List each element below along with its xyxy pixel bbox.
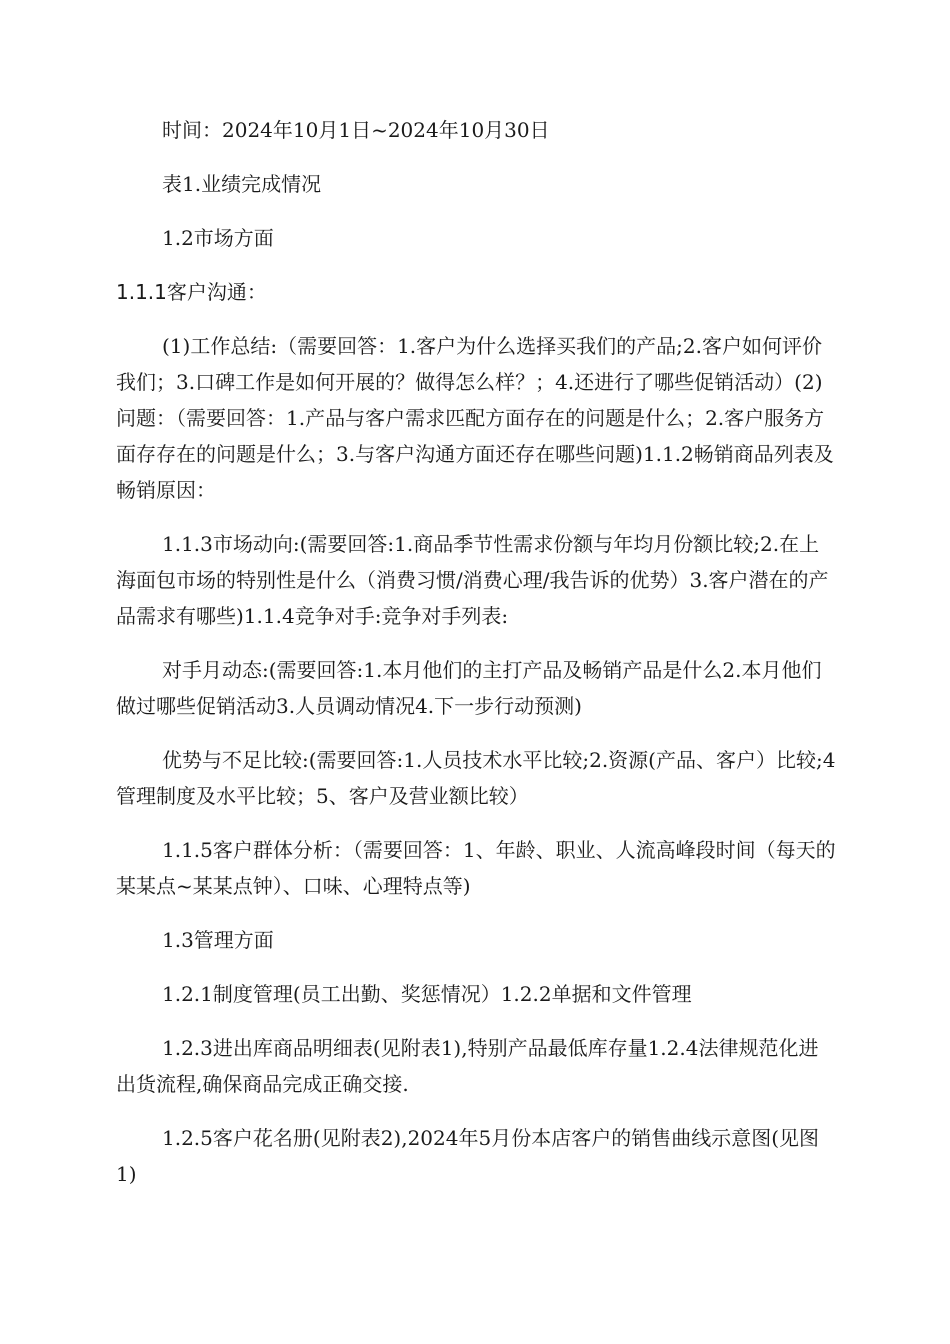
paragraph-inventory-details: 1.2.3进出库商品明细表(见附表1),特别产品最低库存量1.2.4法律规范化进出货流程,确保商品完成正确交接. [116,1036,819,1096]
section-heading-market: 1.2市场方面 [162,226,274,250]
paragraph-work-summary-and-problems: (1)工作总结:（需要回答：1.客户为什么选择买我们的产品;2.客户如何评价我们；3.口碑工作是如何开展的？做得怎么样？；4.还进行了哪些促销活动）(2)问题：（需要回答：1.产品与客户需求匹配方面存在的问题是什么；2.客户服务方面存存在的问题是什么；3.与客户沟通方面还存在哪些问题)1.1.2畅销商品列表及畅销原因： [116,334,834,502]
paragraph-system-management: 1.2.1制度管理(员工出勤、奖惩情况）1.2.2单据和文件管理 [162,982,692,1006]
document-body [116,112,836,1210]
paragraph-market-trends: 1.1.3市场动向:(需要回答:1.商品季节性需求份额与年均月份额比较;2.在上海面包市场的特别性是什么（消费习惯/消费心理/我告诉的优势）3.客户潜在的产品需求有哪些)1.1.4竞争对手:竞争对手列表: [116,532,829,628]
paragraph-customer-roster: 1.2.5客户花名册(见附表2),2024年5月份本店客户的销售曲线示意图(见图1) [116,1126,820,1186]
subsection-heading-customer-communication: 1.1.1客户沟通： [116,280,267,304]
date-range-line: 时间：2024年10月1日~2024年10月30日 [162,118,550,142]
table-caption-performance: 表1.业绩完成情况 [162,172,322,196]
section-heading-management: 1.3管理方面 [162,928,274,952]
paragraph-strengths-weaknesses: 优势与不足比较:(需要回答:1.人员技术水平比较;2.资源(产品、客户）比较;4管理制度及水平比较；5、客户及营业额比较） [116,748,836,808]
paragraph-competitor-monthly-news: 对手月动态:(需要回答:1.本月他们的主打产品及畅销产品是什么2.本月他们做过哪些促销活动3.人员调动情况4.下一步行动预测) [116,658,822,718]
paragraph-customer-group-analysis: 1.1.5客户群体分析：（需要回答：1、年龄、职业、人流高峰段时间（每天的某某点~某某点钟）、口味、心理特点等) [116,838,836,898]
